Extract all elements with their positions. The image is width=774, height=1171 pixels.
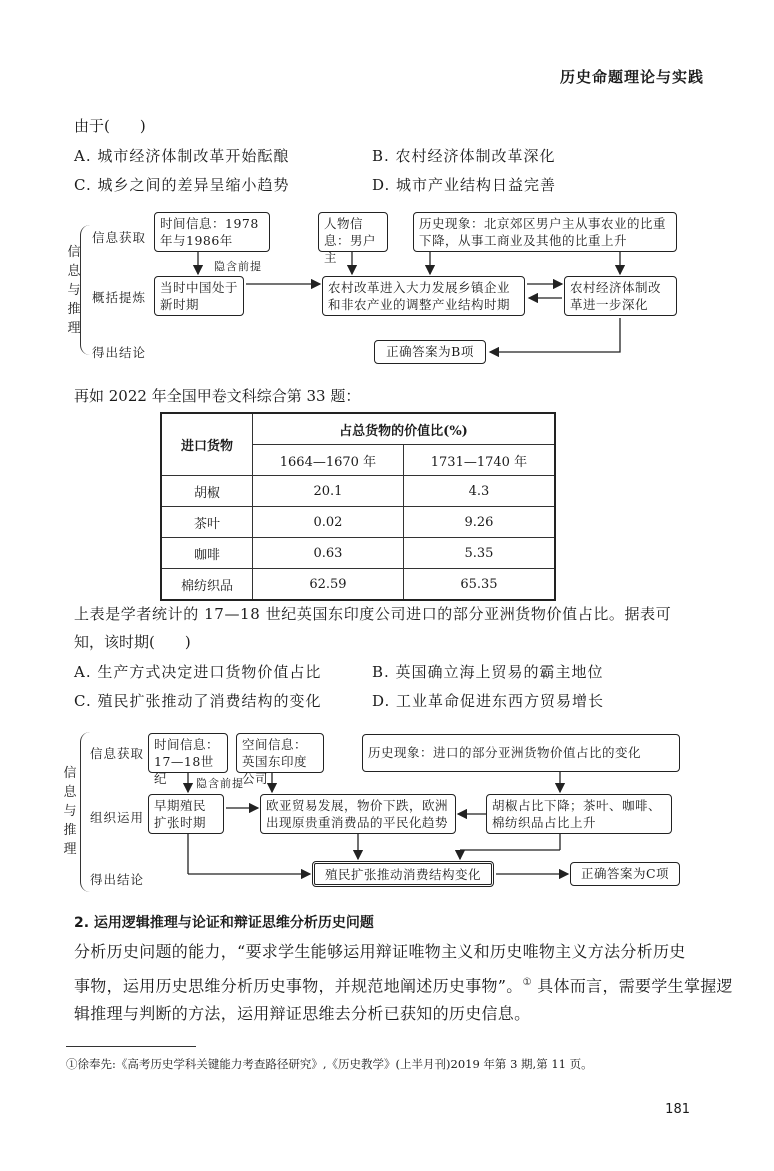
table-cell-value: 62.59 — [253, 569, 404, 601]
q2-stem-line-1: 上表是学者统计的 17—18 世纪英国东印度公司进口的部分亚洲货物价值占比。据表可 — [74, 605, 672, 623]
diagram2-time-info-box: 时间信息：17—18世纪 — [148, 733, 228, 773]
diagram2-trade-box: 欧亚贸易发展，物价下跌，欧洲出现原贵重消费品的平民化趋势 — [260, 794, 456, 834]
table-cell-item: 茶叶 — [161, 507, 253, 538]
q1-option-d: D. 城市产业结构日益完善 — [372, 176, 557, 194]
diagram1-row-conclude: 得出结论 — [92, 345, 147, 360]
diagram1-era-box: 当时中国处于新时期 — [154, 276, 244, 316]
diagram2-row-apply: 组织运用 — [90, 810, 145, 825]
paragraph-text: 具体而言，需要学生掌握逻 — [531, 976, 733, 996]
section-heading: 2. 运用逻辑推理与论证和辩证思维分析历史问题 — [74, 915, 374, 931]
diagram1-deepen-box: 农村经济体制改革进一步深化 — [564, 276, 677, 316]
table-cell-item: 棉纺织品 — [161, 569, 253, 601]
diagram1-person-info-box: 人物信息：男户主 — [318, 212, 388, 252]
footnote-ref: ① — [522, 977, 532, 988]
running-header: 历史命题理论与实践 — [559, 68, 704, 86]
table-cell-item: 胡椒 — [161, 476, 253, 507]
diagram2-side-label: 信 息 与 推 理 — [63, 766, 77, 857]
diagram1-answer-box: 正确答案为B项 — [374, 340, 486, 364]
page-number: 181 — [665, 1102, 690, 1117]
q2-option-c: C. 殖民扩张推动了消费结构的变化 — [74, 692, 322, 710]
table-cell-value: 65.35 — [403, 569, 555, 601]
diagram1-time-info-box: 时间信息：1978年与1986年 — [154, 212, 270, 252]
footnote-rule — [66, 1046, 196, 1047]
table-cell-value: 9.26 — [403, 507, 555, 538]
diagram1-reform-box: 农村改革进入大力发展乡镇企业和非农产业的调整产业结构时期 — [322, 276, 525, 316]
q1-option-c: C. 城乡之间的差异呈缩小趋势 — [74, 176, 290, 194]
footnote: ①徐奉先:《高考历史学科关键能力考查路径研究》,《历史教学》(上半月刊)2019 年第 3 期,第 11 页。 — [66, 1057, 593, 1071]
q2-option-a: A. 生产方式决定进口货物价值占比 — [74, 663, 322, 681]
table-header-period-1: 1664—1670 年 — [253, 445, 404, 476]
q2-option-b: B. 英国确立海上贸易的霸主地位 — [372, 663, 604, 681]
diagram2-colonial-box: 早期殖民扩张时期 — [148, 794, 224, 834]
table-header-period-2: 1731—1740 年 — [403, 445, 555, 476]
table-cell-value: 4.3 — [403, 476, 555, 507]
diagram2-answer-box: 正确答案为C项 — [570, 862, 680, 886]
q1-option-b: B. 农村经济体制改革深化 — [372, 147, 556, 165]
section-paragraph-line-2 — [74, 967, 733, 1001]
q2-option-d: D. 工业革命促进东西方贸易增长 — [372, 692, 605, 710]
diagram1-row-summarize: 概括提炼 — [92, 290, 147, 305]
section-paragraph-line-1: 分析历史问题的能力，“要求学生能够运用辩证唯物主义和历史唯物主义方法分析历史 — [74, 942, 686, 961]
diagram2-premise-label: 隐含前提 — [196, 777, 244, 790]
diagram2-change-box: 胡椒占比下降；茶叶、咖啡、棉纺织品占比上升 — [486, 794, 672, 834]
table-header-share: 占总货物的价值比(%) — [253, 413, 556, 445]
table-cell-value: 20.1 — [253, 476, 404, 507]
diagram2-row-acquire: 信息获取 — [90, 746, 145, 761]
q2-stem-line-2: 知，该时期( ) — [74, 633, 191, 651]
diagram1-history-box: 历史现象：北京郊区男户主从事农业的比重下降，从事工商业及其他的比重上升 — [413, 212, 677, 252]
diagram1-side-label: 信 息 与 推 理 — [67, 245, 81, 336]
diagram1-premise-label: 隐含前提 — [214, 260, 262, 273]
table-cell-item: 咖啡 — [161, 538, 253, 569]
q1-option-a: A. 城市经济体制改革开始酝酿 — [74, 147, 290, 165]
section-paragraph-line-3: 辑推理与判断的方法，运用辩证思维去分析已获知的历史信息。 — [74, 1004, 531, 1023]
q1-stem: 由于( ) — [74, 117, 146, 135]
diagram2-conclusion-box: 殖民扩张推动消费结构变化 — [312, 861, 494, 887]
diagram2-space-info-box: 空间信息：英国东印度公司 — [236, 733, 324, 773]
diagram1-row-acquire: 信息获取 — [92, 230, 147, 245]
table-cell-value: 5.35 — [403, 538, 555, 569]
table-cell-value: 0.02 — [253, 507, 404, 538]
diagram2-history-box: 历史现象：进口的部分亚洲货物价值占比的变化 — [362, 734, 680, 772]
table-header-goods: 进口货物 — [161, 413, 253, 476]
table-cell-value: 0.63 — [253, 538, 404, 569]
diagram2-row-conclude: 得出结论 — [90, 872, 145, 887]
intro-question-2: 再如 2022 年全国甲卷文科综合第 33 题： — [74, 387, 361, 405]
paragraph-text: 事物，运用历史思维分析历史事物，并规范地阐述历史事物”。 — [74, 976, 523, 996]
